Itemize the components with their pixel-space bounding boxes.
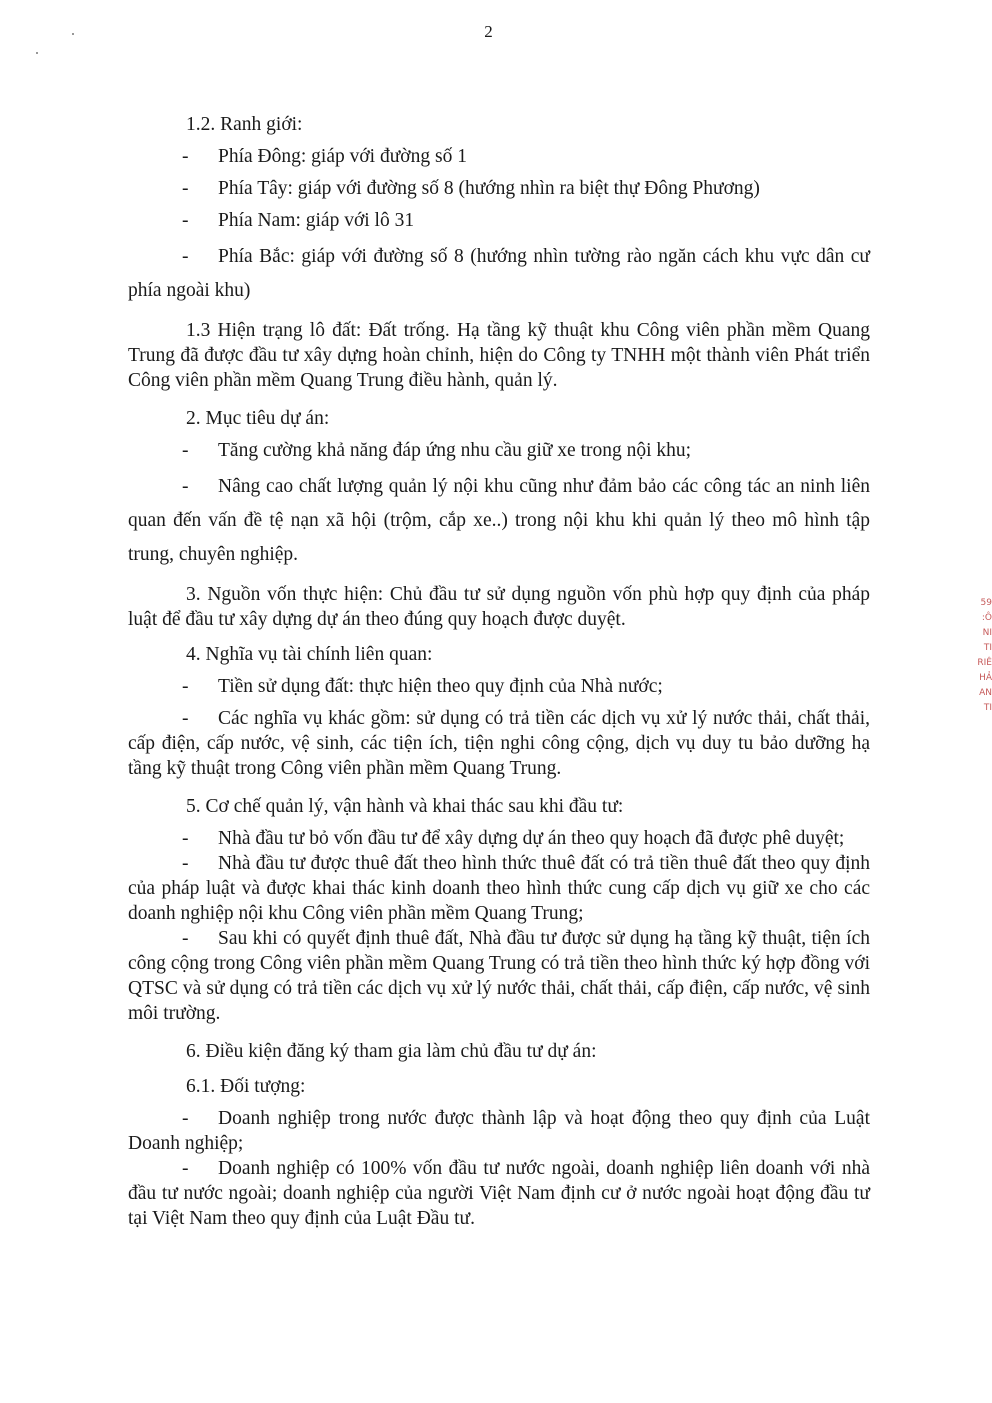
section-2-title: 2. Mục tiêu dự án: [186, 408, 330, 429]
document-body [128, 112, 870, 1231]
list-item: - Phía Nam: giáp với lô 31 [182, 210, 415, 231]
list-item: - Nhà đầu tư được thuê đất theo hình thức thuê đất có trả tiền thuê đất theo quy định của pháp luật và được khai thác kinh doanh theo hình thức cung cấp dịch vụ giữ xe cho các doanh nghiệp nội khu Công viên phần mềm Quang Trung; [128, 853, 870, 924]
list-item: - Phía Tây: giáp với đường số 8 (hướng nhìn ra biệt thự Đông Phương) [182, 178, 760, 199]
list-item: - Phía Đông: giáp với đường số 1 [182, 146, 467, 167]
stamp-edge: 59 :Ô NI TI RIÊ HẢ AN TI [977, 598, 992, 713]
list-item: - Tăng cường khả năng đáp ứng nhu cầu giữ xe trong nội khu; [182, 440, 692, 461]
page-number: 2 [484, 22, 493, 41]
section-1-3: 1.3 Hiện trạng lô đất: Đất trống. Hạ tầng kỹ thuật khu Công viên phần mềm Quang Trung đã được đầu tư xây dựng hoàn chỉnh, hiện do Công ty TNHH một thành viên Phát triển Công viên phần mềm Quang Trung điều hành, quản lý. [128, 320, 870, 391]
list-item: - Doanh nghiệp trong nước được thành lập và hoạt động theo quy định của Luật Doanh nghiệp; [128, 1108, 870, 1154]
list-item: - Các nghĩa vụ khác gồm: sử dụng có trả tiền các dịch vụ xử lý nước thải, chất thải, cấp điện, cấp nước, vệ sinh, các tiện ích, tiện nghi công cộng, dịch vụ duy tu bảo dưỡng hạ tầng kỹ thuật trong Công viên phần mềm Quang Trung. [128, 708, 870, 779]
section-1-2-title: 1.2. Ranh giới: [186, 114, 303, 135]
list-item: - Sau khi có quyết định thuê đất, Nhà đầu tư được sử dụng hạ tầng kỹ thuật, tiện ích công cộng trong Công viên phần mềm Quang Trung có trả tiền theo hình thức ký hợp đồng với QTSC và sử dụng có trả tiền các dịch vụ xử lý nước thải, chất thải, cấp điện, cấp nước, vệ sinh môi trường. [128, 928, 870, 1024]
list-item: - Nâng cao chất lượng quản lý nội khu cũng như đảm bảo các công tác an ninh liên quan đến vấn đề tệ nạn xã hội (trộm, cắp xe..) trong nội khu khi quản lý theo mô hình tập trung, chuyên nghiệp. [128, 476, 870, 565]
section-5-title: 5. Cơ chế quản lý, vận hành và khai thác sau khi đầu tư: [186, 796, 624, 817]
section-4-title: 4. Nghĩa vụ tài chính liên quan: [186, 644, 433, 665]
list-item: - Tiền sử dụng đất: thực hiện theo quy định của Nhà nước; [182, 676, 663, 697]
scan-speck [36, 52, 38, 54]
scan-speck [72, 33, 74, 35]
section-3: 3. Nguồn vốn thực hiện: Chủ đầu tư sử dụng nguồn vốn phù hợp quy định của pháp luật để đầu tư xây dựng dự án theo đúng quy hoạch được duyệt. [128, 584, 870, 630]
section-6-1-title: 6.1. Đối tượng: [186, 1076, 306, 1097]
section-6-title: 6. Điều kiện đăng ký tham gia làm chủ đầu tư dự án: [186, 1041, 597, 1062]
list-item: - Doanh nghiệp có 100% vốn đầu tư nước ngoài, doanh nghiệp liên doanh với nhà đầu tư nước ngoài; doanh nghiệp của người Việt Nam định cư ở nước ngoài hoạt động đầu tư tại Việt Nam theo quy định của Luật Đầu tư. [128, 1158, 870, 1229]
list-item: - Phía Bắc: giáp với đường số 8 (hướng nhìn tường rào ngăn cách khu vực dân cư phía ngoài khu) [128, 246, 870, 301]
list-item: - Nhà đầu tư bỏ vốn đầu tư để xây dựng dự án theo quy hoạch đã được phê duyệt; [182, 828, 845, 849]
